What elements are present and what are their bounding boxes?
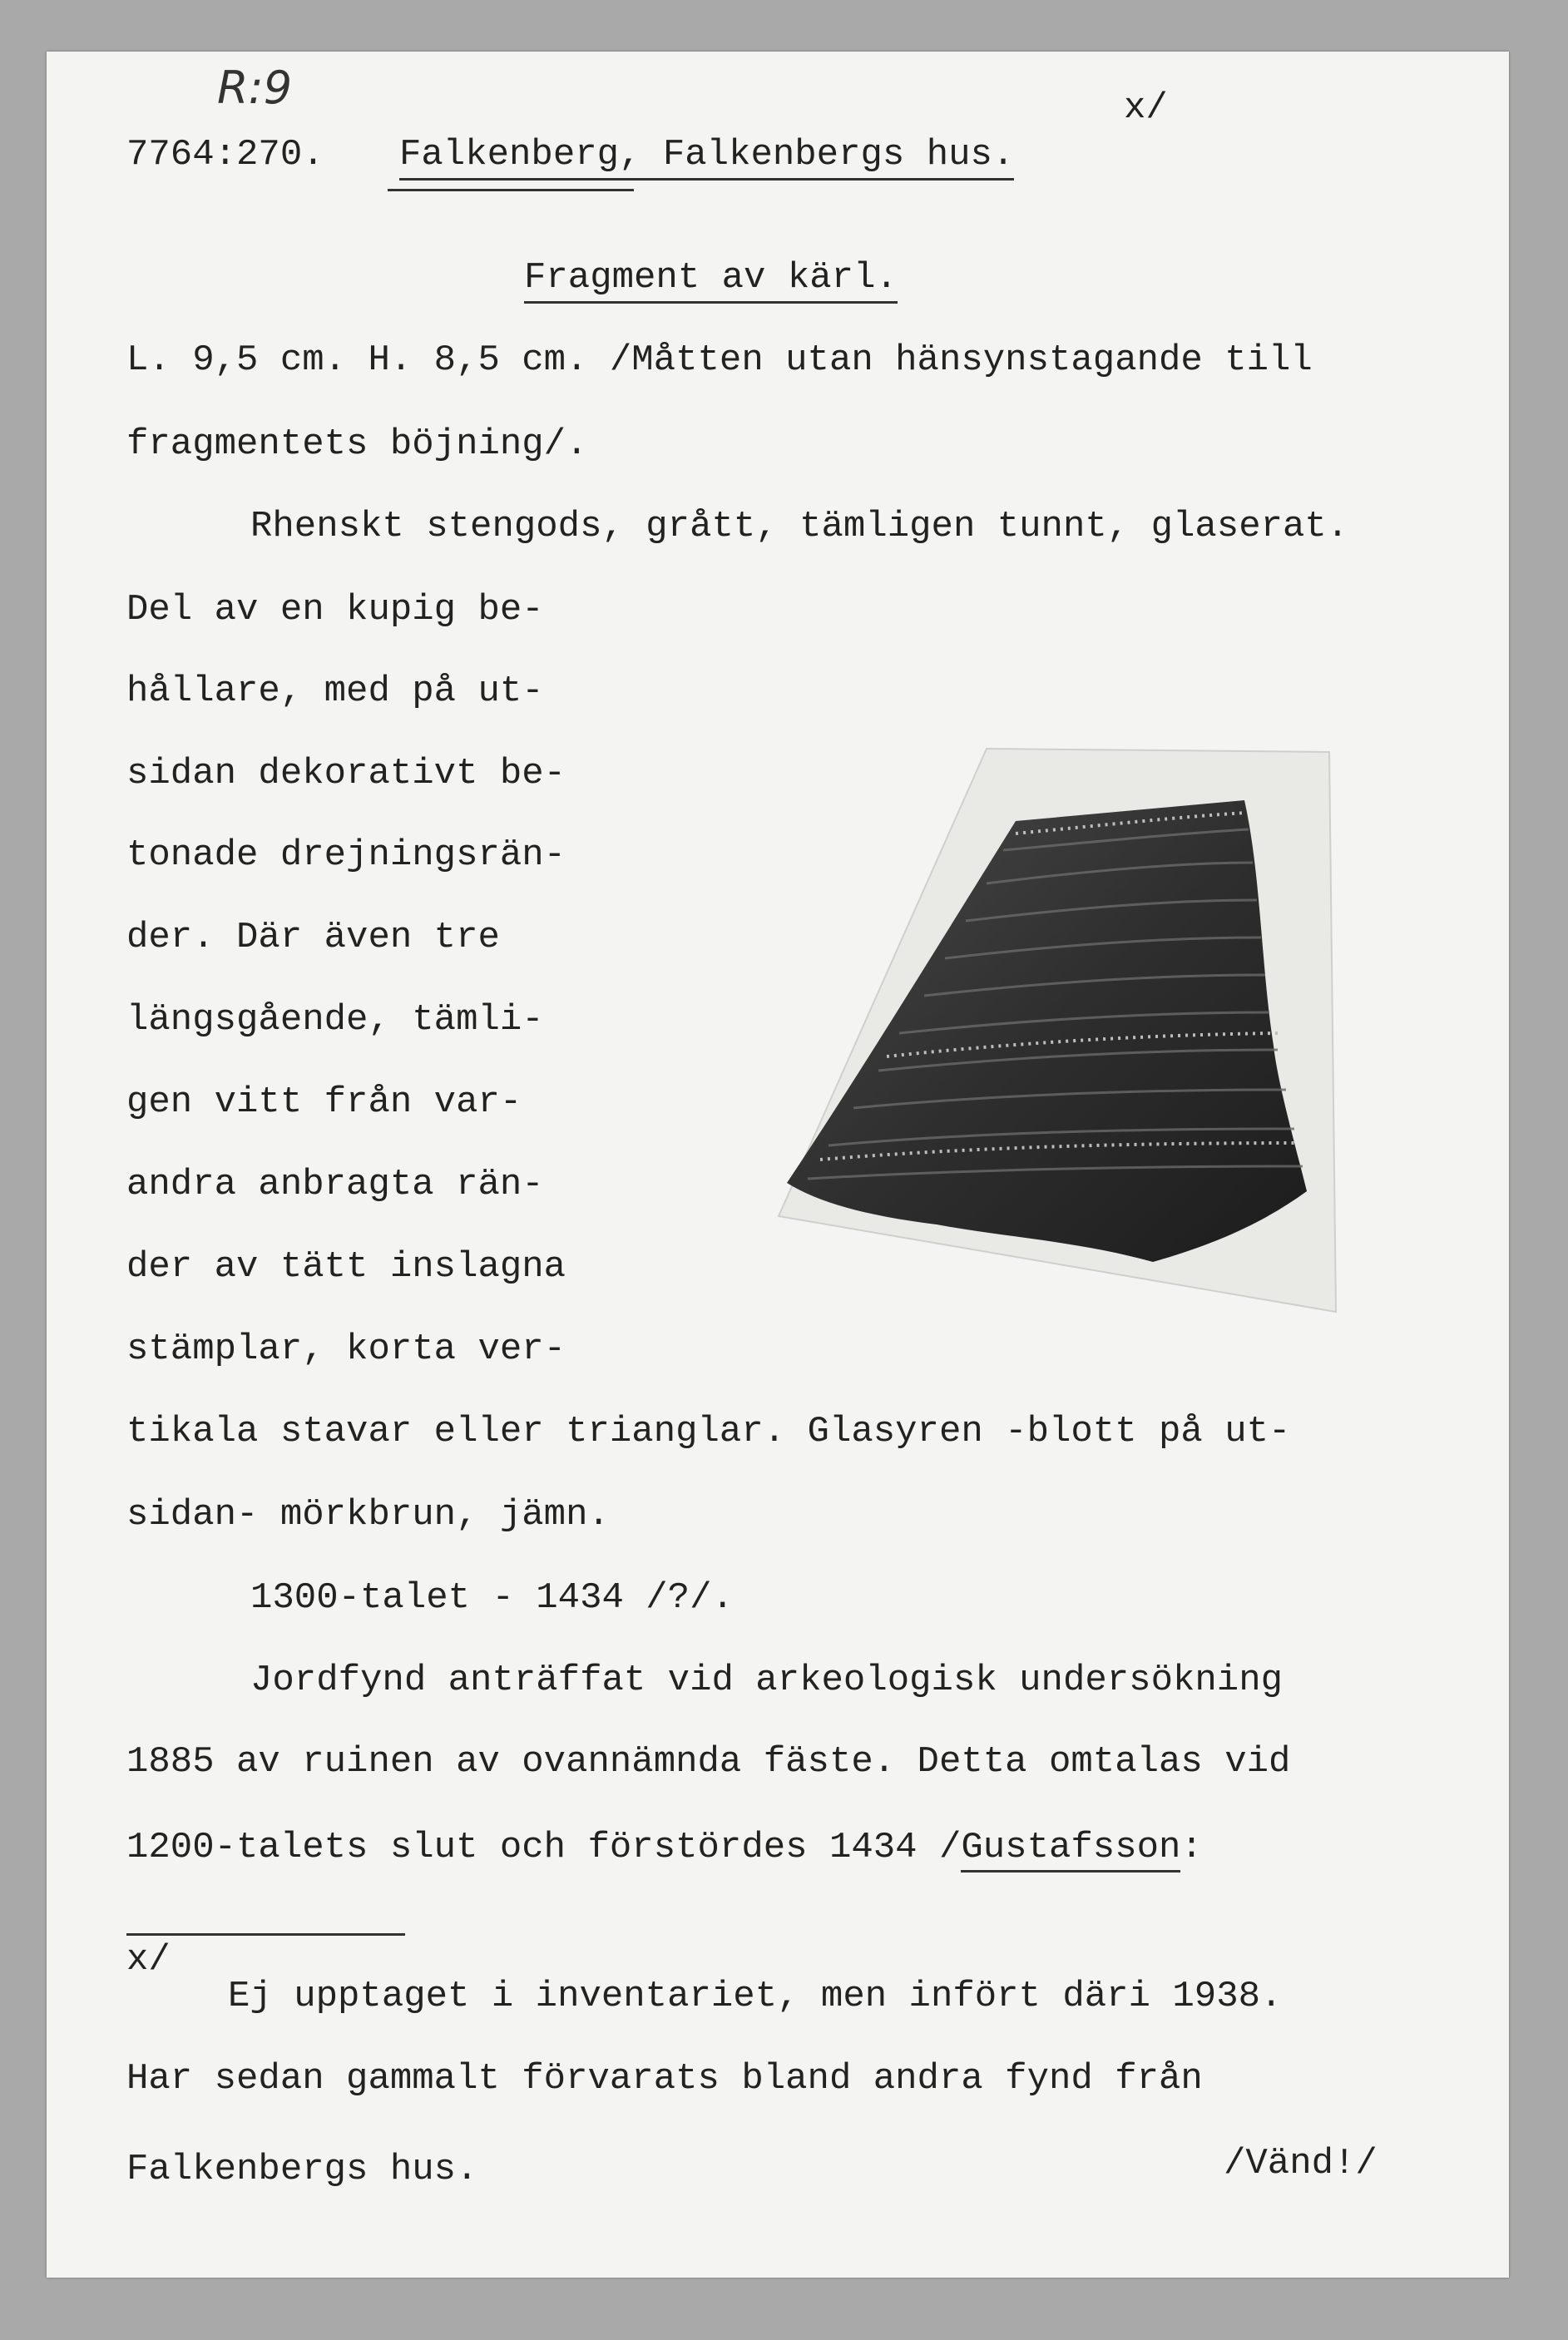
description-continued-2: sidan- mörkbrun, jämn. <box>126 1494 610 1536</box>
description-line: längsgående, tämli- <box>126 999 544 1041</box>
find-text: 1200-talets slut och förstördes 1434 / <box>126 1827 962 1868</box>
catalog-card <box>47 52 1509 2278</box>
description-line: der av tätt inslagna <box>126 1246 566 1288</box>
find-place: Falkenberg, Falkenbergs hus. <box>399 133 1014 181</box>
reference-author: Gustafsson <box>961 1827 1180 1872</box>
footnote-line-2: Har sedan gammalt förvarats bland andra fynd från <box>126 2058 1203 2100</box>
dimensions-line-2: fragmentets böjning/. <box>126 423 588 465</box>
handwritten-note: R:9 <box>217 62 293 114</box>
object-title: Fragment av kärl. <box>524 256 898 304</box>
find-circumstances-2: 1885 av ruinen av ovannämnda fäste. Detta omtalas vid <box>126 1741 1291 1783</box>
fragment-photo <box>729 692 1344 1324</box>
description-line: gen vitt från var- <box>126 1081 522 1123</box>
description-line: sidan dekorativt be- <box>126 753 566 794</box>
dimensions-line-1: L. 9,5 cm. H. 8,5 cm. /Måtten utan hänsynstagande till <box>126 339 1313 381</box>
description-line: der. Där även tre <box>126 917 500 958</box>
description-line: stämplar, korta ver- <box>126 1328 566 1370</box>
stoneware-fragment-image <box>729 692 1344 1324</box>
catalog-number: 7764:270. <box>126 134 324 176</box>
description-line: hållare, med på ut- <box>126 670 544 712</box>
footnote-line-3: Falkenbergs hus. <box>126 2149 478 2190</box>
description-line: andra anbragta rän- <box>126 1164 544 1205</box>
footnote-line-1: Ej upptaget i inventariet, men infört däri 1938. <box>228 1976 1283 2017</box>
description-line: tonade drejningsrän- <box>126 834 566 876</box>
footnote-mark: x/ <box>126 1939 171 1981</box>
place-underline-extra <box>388 189 634 191</box>
description-continued-1: tikala stavar eller trianglar. Glasyren -blott på ut- <box>126 1411 1291 1452</box>
find-circumstances-3 <box>126 1826 1203 1869</box>
turn-over-note: /Vänd!/ <box>1224 2143 1378 2184</box>
find-text-end: : <box>1180 1827 1203 1868</box>
card-mark: x/ <box>1124 87 1168 129</box>
description-intro: Rhenskt stengods, grått, tämligen tunnt, glaserat. <box>250 506 1349 547</box>
dating: 1300-talet - 1434 /?/. <box>250 1577 734 1619</box>
find-circumstances-1: Jordfynd anträffat vid arkeologisk undersökning <box>250 1660 1284 1701</box>
description-line: Del av en kupig be- <box>126 589 544 631</box>
footnote-divider <box>126 1933 405 1936</box>
